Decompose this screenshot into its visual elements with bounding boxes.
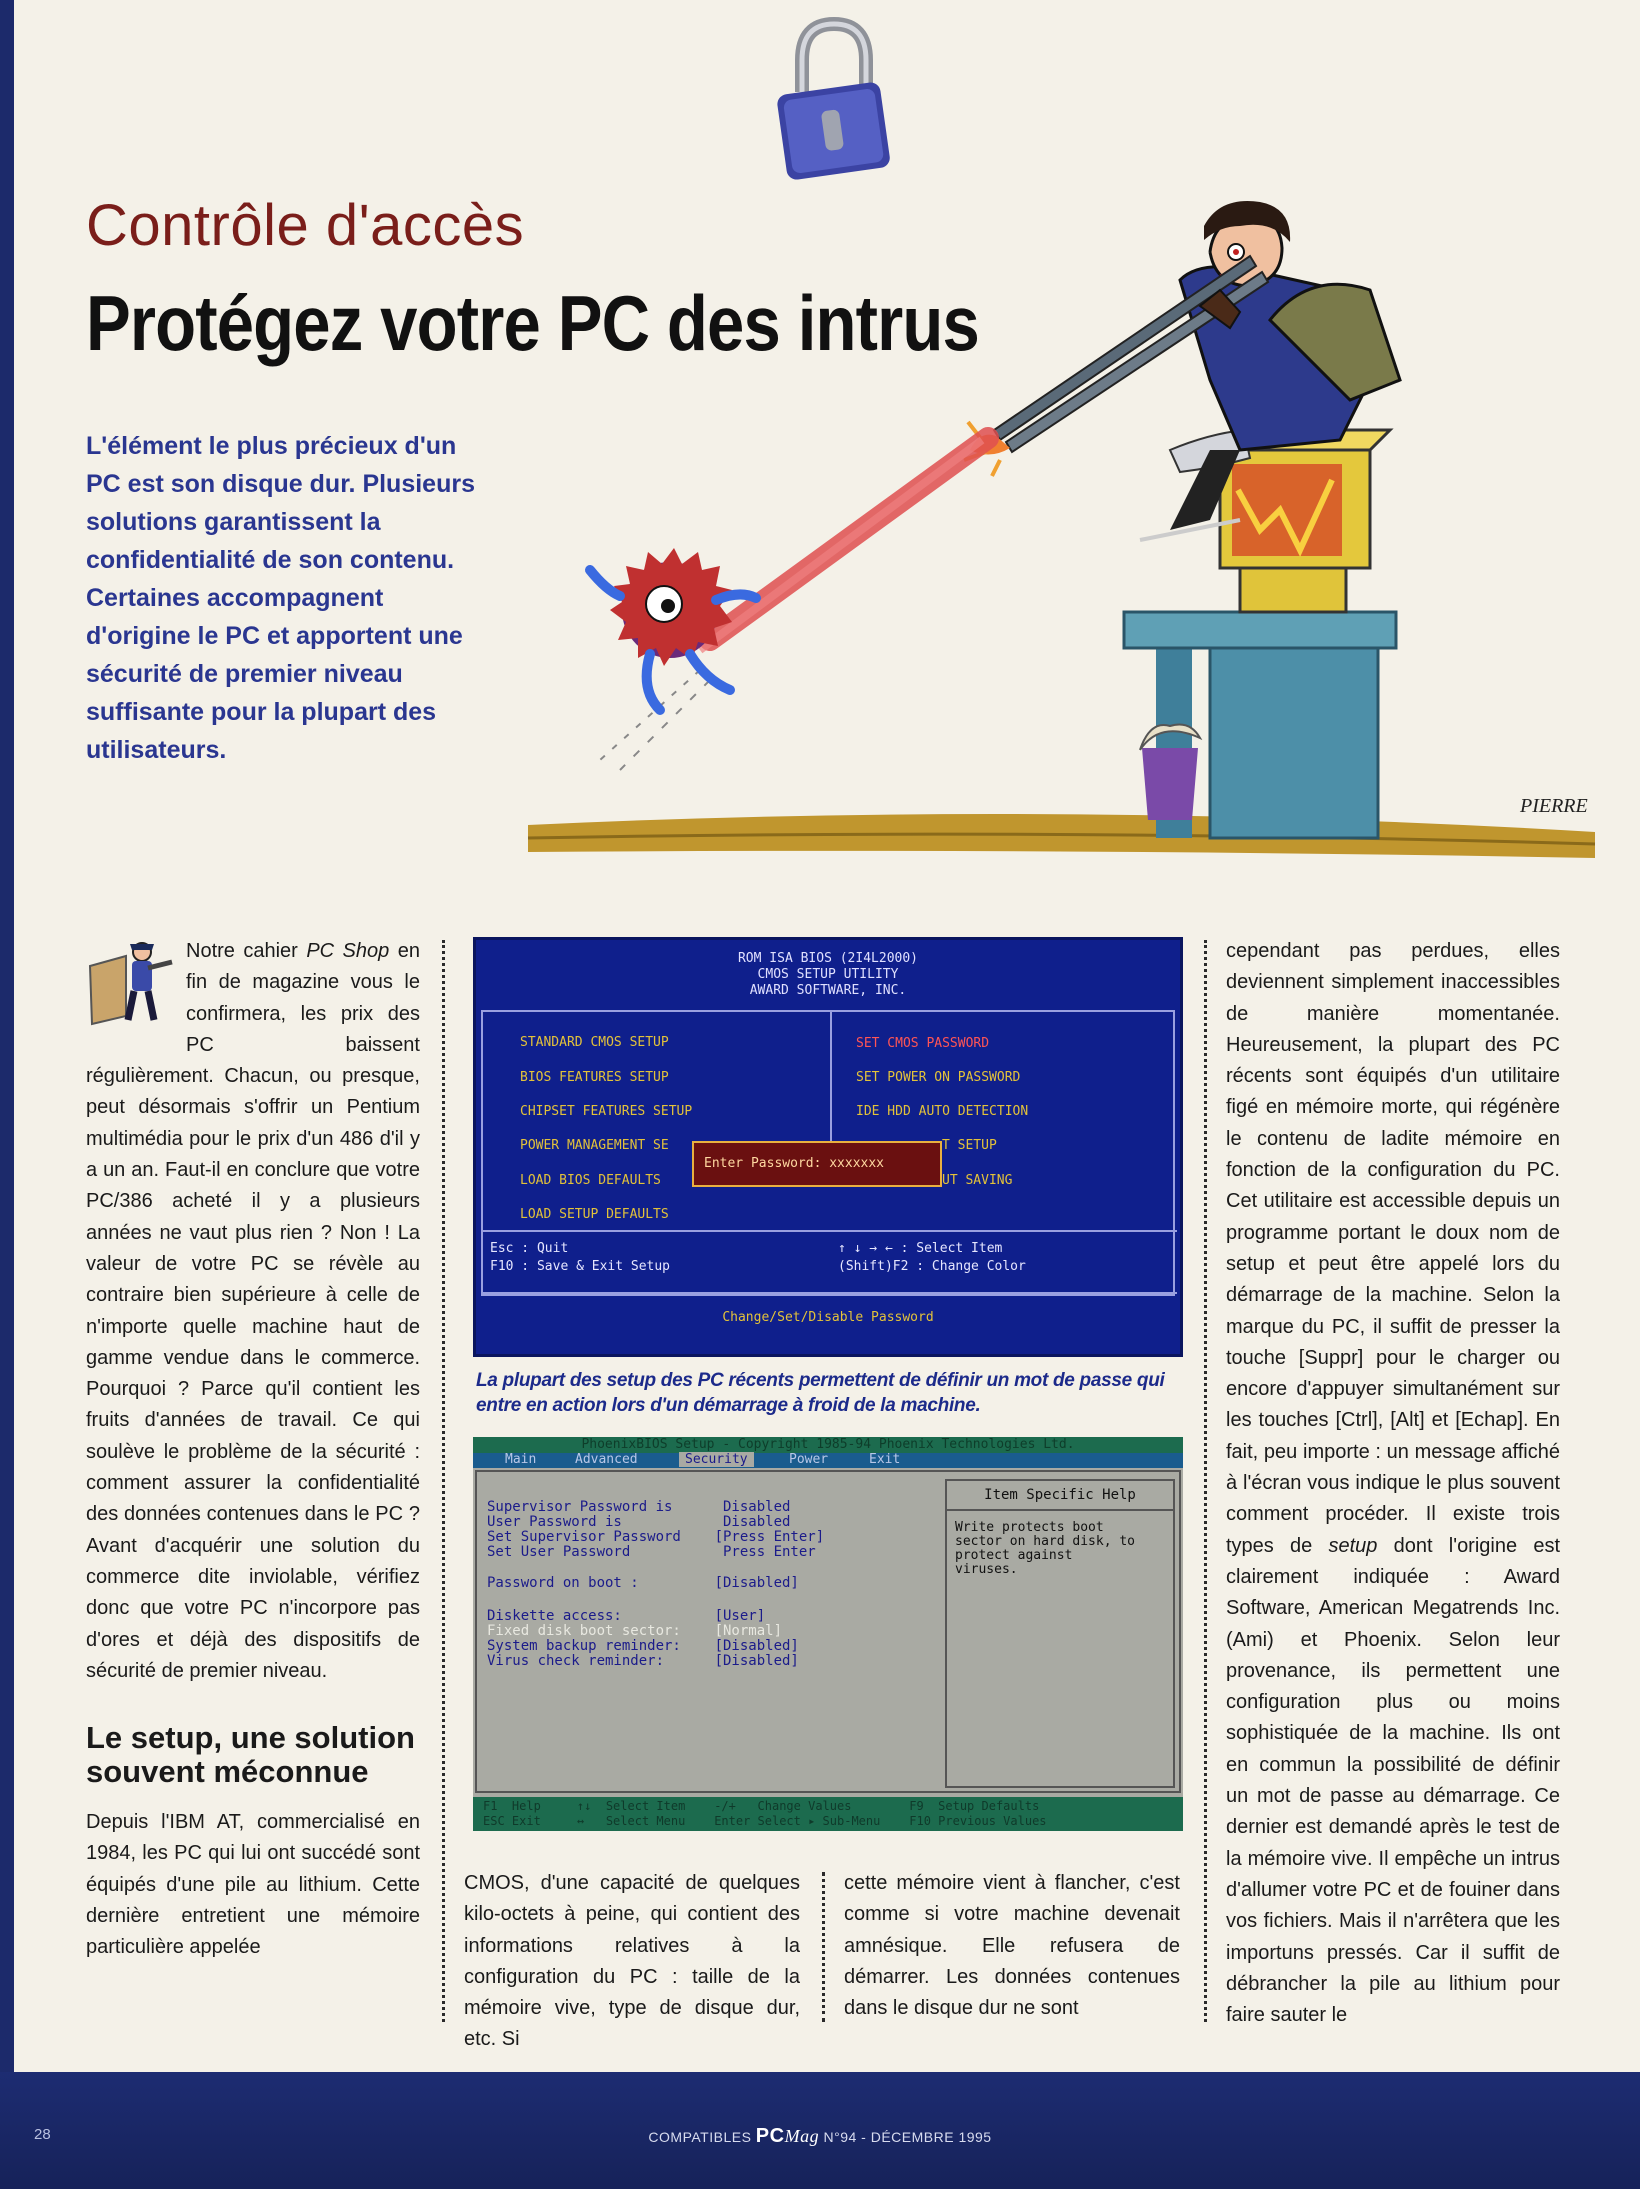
bios-tab-security[interactable]: Security — [679, 1452, 754, 1467]
bios-setting-row-selected[interactable]: Fixed disk boot sector: [Normal] — [487, 1623, 783, 1639]
article-lede: L'élément le plus précieux d'un PC est son disque dur. Plusieurs solutions garantissent la confidentialité de son contenu. Certaines accompagnent d'origine le PC et apportent une sécurité de premier niveau suffisante pour la plupart des utilisateurs. — [86, 432, 475, 764]
magazine-footer: COMPATIBLES PCMag N°94 - DÉCEMBRE 1995 — [648, 2125, 992, 2147]
bios-setting-row[interactable]: Diskette access: [User] — [487, 1608, 766, 1624]
bios-status-line: Change/Set/Disable Password — [722, 1310, 934, 1325]
bios-divider — [481, 1292, 1177, 1294]
bios-header: ROM ISA BIOS (2I4L2000) CMOS SETUP UTILITY AWARD SOFTWARE, INC. — [737, 951, 918, 998]
bios-tab-main[interactable]: Main — [505, 1452, 537, 1467]
bios-menu-item[interactable]: UT SAVING — [942, 1173, 1013, 1188]
award-bios-screenshot — [473, 937, 1183, 1357]
bios-divider — [830, 1012, 832, 1160]
bios-setting-row[interactable]: Virus check reminder: [Disabled] — [487, 1653, 799, 1669]
bios-menu-item-selected[interactable]: SET CMOS PASSWORD — [856, 1036, 990, 1051]
bios-setting-row[interactable]: User Password is Disabled — [487, 1514, 791, 1530]
body-paragraph: CMOS, d'une capacité de quelques kilo-octets à peine, qui contient des informations relatives à la configuration du PC : taille de la mémoire vive, type de disque dur, etc. Si — [464, 1872, 800, 2051]
bios-menu-bar — [473, 1453, 1183, 1468]
bios-key-help: Esc : Quit F10 : Save & Exit Setup — [490, 1241, 671, 1274]
bios-menu-item[interactable]: LOAD SETUP DEFAULTS — [520, 1207, 669, 1222]
section-subhead: Le setup, une solution souvent méconnue — [86, 1720, 415, 1790]
bios-menu-item[interactable]: SET POWER ON PASSWORD — [856, 1070, 1021, 1085]
password-prompt-dialog[interactable]: Enter Password: xxxxxxx — [692, 1141, 942, 1187]
body-paragraph: Depuis l'IBM AT, commercialisé en 1984, les PC qui lui ont succédé sont équipés d'une pile au lithium. Cette dernière entretient une mémoire particulière appelée — [86, 1811, 420, 1959]
column-rule — [1204, 940, 1207, 2022]
intro-paragraph: Notre cahier PC Shop en fin de magazine vous le confirmera, les prix des PC baissent régulièrement. Chacun, ou presque, peut désormais s'offrir un Pentium multimédia pour le prix d'un 486 d'il y a un an. Faut-il en conclure que votre PC/386 acheté il y a plusieurs années ne vaut plus rien ? Non ! La valeur de votre PC se révèle au contraire bien supérieure à celle de n'importe quelle machine haut de gamme vendue dans le commerce. Pourquoi ? Parce qu'il contient les fruits d'années de travail. Ce qui soulève le problème de la sécurité : comment assurer la confidentialité des données contenues dans le PC ? Avant d'acquérir une solution du commerce dite inviolable, vérifiez donc que votre PC n'incorpore pas d'ores et déjà des dispositifs de sécurité de premier niveau. — [86, 940, 420, 1682]
bios-menu-item[interactable]: IDE HDD AUTO DETECTION — [856, 1104, 1029, 1119]
magazine-brand: PC — [755, 2125, 785, 2147]
bios-divider — [481, 1230, 1177, 1232]
article-kicker: Contrôle d'accès — [86, 193, 525, 258]
bios-tab-power[interactable]: Power — [789, 1452, 829, 1467]
left-color-band — [0, 0, 14, 2189]
bios-help-panel: Item Specific Help Write protects boot sector on hard disk, to protect against viruses. — [945, 1479, 1175, 1788]
bios-key-legend: F1 Help ↑↓ Select Item -/+ Change Values F9 Setup Defaults ESC Exit ↔ Select Menu Enter Select ▸ Sub-Menu F10 Previous Values — [473, 1797, 1183, 1831]
cartoon-illustration — [520, 20, 1600, 880]
bios-menu-item[interactable]: LOAD BIOS DEFAULTS — [520, 1173, 661, 1188]
article-column-1 — [86, 936, 420, 1964]
bios-setting-row[interactable]: Password on boot : [Disabled] — [487, 1575, 799, 1591]
bios-setting-row[interactable]: Set Supervisor Password [Press Enter] — [487, 1529, 825, 1545]
bios-setting-row[interactable]: Set User Password Press Enter — [487, 1544, 816, 1560]
bios-menu-item[interactable]: POWER MANAGEMENT SE — [520, 1138, 669, 1153]
bios-title-bar: PhoenixBIOS Setup - Copyright 1985-94 Phoenix Technologies Ltd. — [473, 1437, 1183, 1453]
bios-menu-item[interactable]: CHIPSET FEATURES SETUP — [520, 1104, 693, 1119]
bios-tab-exit[interactable]: Exit — [869, 1452, 901, 1467]
body-paragraph: cette mémoire vient à flancher, c'est comme si votre machine devenait amnésique. Elle refusera de démarrer. Les données contenues dans le disque dur ne sont — [844, 1872, 1180, 2020]
security-guard-icon — [86, 936, 178, 1028]
bios-tab-advanced[interactable]: Advanced — [575, 1452, 638, 1467]
column-rule — [442, 940, 445, 2022]
bios-menu-item[interactable]: STANDARD CMOS SETUP — [520, 1035, 669, 1050]
bios-menu-item[interactable]: BIOS FEATURES SETUP — [520, 1070, 669, 1085]
article-headline: Protégez votre PC des intrus — [86, 279, 979, 367]
article-column-2 — [464, 1868, 800, 2056]
article-column-3 — [844, 1868, 1180, 2024]
figure-caption: La plupart des setup des PC récents permettent de définir un mot de passe qui entre en action lors d'un démarrage à froid de la machine. — [476, 1370, 1165, 1416]
bios-key-help: ↑ ↓ → ← : Select Item (Shift)F2 : Change Color — [838, 1241, 1026, 1274]
phoenix-bios-screenshot — [473, 1437, 1183, 1831]
bios-setting-row[interactable]: System backup reminder: [Disabled] — [487, 1638, 799, 1654]
article-column-4 — [1226, 936, 1560, 2031]
bios-menu-item[interactable]: T SETUP — [942, 1138, 997, 1153]
illustrator-signature: PIERRE — [1520, 795, 1588, 817]
body-paragraph: cependant pas perdues, elles deviennent simplement inaccessibles de manière momentanée. Heureusement, la plupart des PC récents sont équipés d'un utilitaire figé en mémoire morte, qui régénère le contenu de ladite mémoire en fonction de la configuration du PC. Cet utilitaire est accessible depuis un programme portant le doux nom de setup et peut être appelé lors du démarrage de la machine. Selon la marque du PC, il suffit de presser la touche [Suppr] pour le charger ou encore d'appuyer simultanément sur les touches [Ctrl], [Alt] et [Echap]. En fait, peu importe : un message affiché à l'écran vous indique le plus souvent comment procéder. Il existe trois types de setup dont l'origine est clairement indiquée : Award Software, American Megatrends Inc. (Ami) et Phoenix. Selon leur provenance, ils permettent une configuration plus ou moins sophistiquée de la machine. Ils ont en commun la possibilité de définir un mot de passe au démarrage. Ce dernier est demandé après le test de la mémoire vive. Il empêche un intrus d'allumer votre PC et de fouiner dans vos fichiers. Mais il n'arrêtera que les importuns pressés. Car il suffit de débrancher la pile au lithium pour faire sauter le — [1226, 940, 1561, 2027]
column-rule — [822, 1872, 825, 2022]
bios-setting-row[interactable]: Supervisor Password is Disabled — [487, 1499, 791, 1515]
page-number: 28 — [34, 2126, 51, 2143]
